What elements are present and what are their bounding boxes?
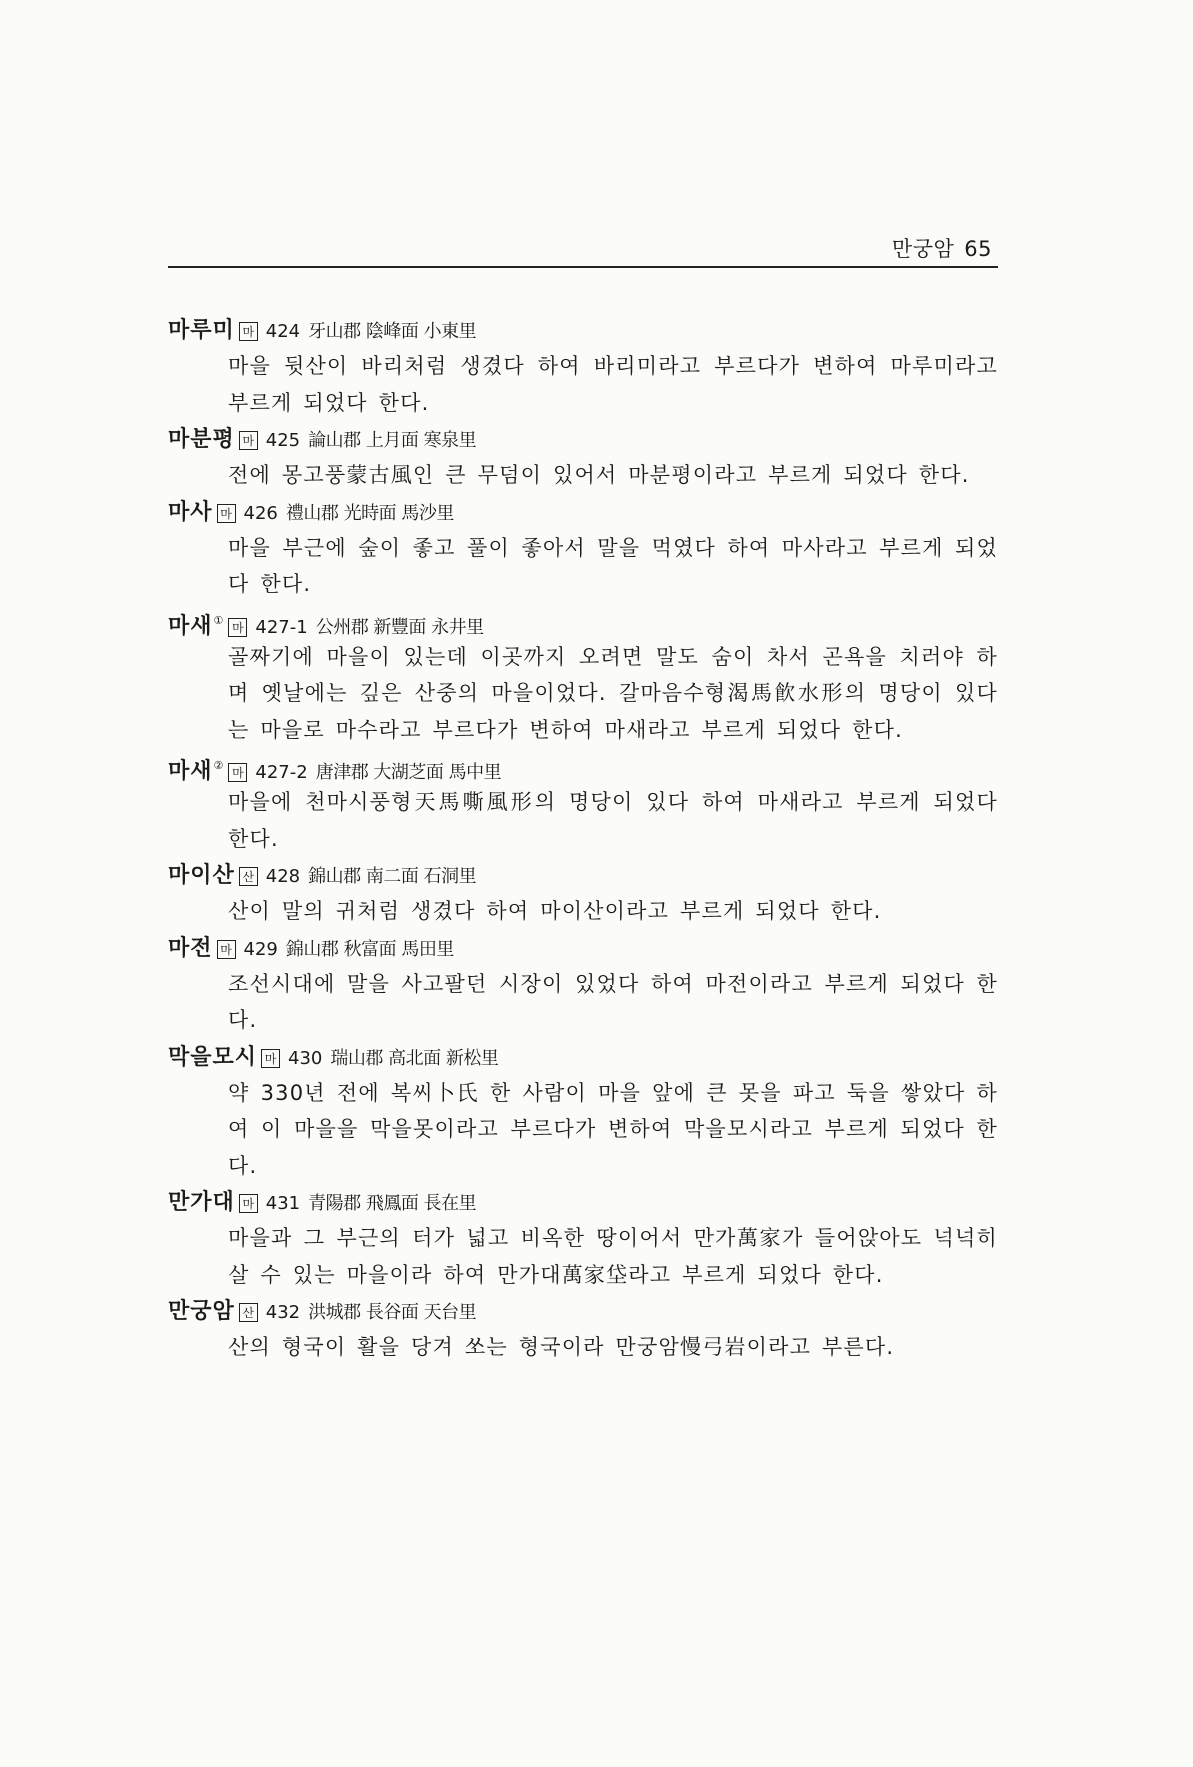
- entry-location: 論山郡 上月面 寒泉里: [308, 430, 477, 451]
- category-box: 마: [261, 1049, 280, 1068]
- place-name-entry: [168, 1293, 998, 1366]
- category-box: 마: [217, 504, 236, 523]
- entry-number: 427-1: [255, 616, 308, 638]
- entry-headword: [168, 318, 235, 343]
- entry-headword-text: 마새: [168, 613, 213, 639]
- category-box: 산: [239, 1303, 258, 1322]
- place-name-entry: [168, 748, 998, 857]
- entry-head: [168, 748, 998, 784]
- place-name-entry: [168, 421, 998, 494]
- entry-location: 洪城郡 長谷面 天台里: [308, 1302, 477, 1323]
- entry-headword-text: 만가대: [168, 1190, 235, 1215]
- entry-headword-text: 막을모시: [168, 1044, 258, 1070]
- entry-location: 唐津郡 大湖芝面 馬中里: [315, 762, 502, 783]
- entry-head: [168, 1293, 998, 1329]
- place-name-entry: [168, 494, 998, 603]
- entry-headword: [168, 863, 235, 888]
- category-box: 산: [239, 867, 258, 886]
- running-head: [892, 236, 992, 262]
- place-name-entry: [168, 603, 998, 749]
- entry-headword: [168, 936, 213, 961]
- entry-number: 428: [265, 866, 301, 887]
- entry-description: 마을과 그 부근의 터가 넓고 비옥한 땅이어서 만가萬家가 들어앉아도 넉넉히 살 수 있는 마을이라 하여 만가대萬家垈라고 부르게 되었다 한다.: [228, 1226, 998, 1287]
- entry-number: 426: [243, 502, 278, 524]
- place-name-entry: [168, 312, 998, 421]
- entry-headword: [168, 1190, 235, 1215]
- entry-head: [168, 421, 998, 457]
- category-box: 마: [239, 322, 258, 341]
- entry-headword: [168, 1045, 257, 1070]
- entry-location: 錦山郡 秋富面 馬田里: [285, 938, 454, 960]
- category-box: 마: [228, 618, 247, 637]
- entry-number: 431: [265, 1193, 301, 1214]
- entry-number: 425: [265, 430, 301, 451]
- entry-description: 마을 부근에 숲이 좋고 풀이 좋아서 말을 먹였다 하여 마사라고 부르게 되었다 한다.: [228, 535, 998, 596]
- entry-homonym-number: ①: [213, 613, 225, 627]
- category-box: 마: [239, 1194, 258, 1213]
- entry-location: 禮山郡 光時面 馬沙里: [285, 502, 454, 524]
- entry-headword: [168, 614, 224, 639]
- entry-number: 427-2: [255, 762, 308, 783]
- entry-list: [168, 312, 998, 1366]
- entry-headword: [168, 1299, 235, 1324]
- entry-number: 432: [265, 1302, 301, 1323]
- place-name-entry: [168, 1039, 998, 1185]
- place-name-entry: [168, 857, 998, 930]
- category-box: 마: [239, 431, 258, 450]
- entry-headword-text: 마새: [168, 759, 213, 784]
- entry-location: 錦山郡 南二面 石洞里: [308, 866, 477, 887]
- entry-head: [168, 1039, 998, 1075]
- entry-location: 瑞山郡 高北面 新松里: [330, 1047, 499, 1069]
- entry-head: [168, 857, 998, 893]
- entry-description: 전에 몽고풍蒙古風인 큰 무덤이 있어서 마분평이라고 부르게 되었다 한다.: [228, 463, 970, 487]
- entry-head: [168, 494, 998, 530]
- entry-description: 산이 말의 귀처럼 생겼다 하여 마이산이라고 부르게 되었다 한다.: [228, 899, 882, 923]
- entry-headword-text: 마사: [168, 499, 213, 525]
- entry-headword-text: 만궁암: [168, 1299, 235, 1324]
- entry-number: 430: [288, 1047, 323, 1069]
- page-number: 65: [964, 237, 992, 261]
- entry-head: [168, 603, 998, 639]
- page-header: [168, 236, 998, 268]
- entry-headword: [168, 759, 224, 784]
- entry-description: 약 330년 전에 복씨卜氏 한 사람이 마을 앞에 큰 못을 파고 둑을 쌓았다 하여 이 마을을 막을못이라고 부르다가 변하여 막을모시라고 부르게 되었다 한다.: [228, 1080, 998, 1178]
- entry-location: 公州郡 新豐面 永井里: [315, 616, 484, 638]
- entry-headword: [168, 500, 213, 525]
- entry-homonym-number: ②: [213, 759, 225, 772]
- entry-head: [168, 1184, 998, 1220]
- entry-location: 青陽郡 飛鳳面 長在里: [308, 1193, 477, 1214]
- entry-head: [168, 312, 998, 348]
- entry-headword-text: 마이산: [168, 863, 235, 888]
- entry-description: 산의 형국이 활을 당겨 쏘는 형국이라 만궁암慢弓岩이라고 부른다.: [228, 1335, 895, 1359]
- category-box: 마: [228, 763, 247, 782]
- entry-headword-text: 마전: [168, 935, 213, 961]
- entry-description: 골짜기에 마을이 있는데 이곳까지 오려면 말도 숨이 차서 곤욕을 치러야 하며 옛날에는 깊은 산중의 마을이었다. 갈마음수형渴馬飮水形의 명당이 있다는 마을로 마수라고 부르다가 변하여 마새라고 부르게 되었다 한다.: [228, 644, 998, 742]
- entry-headword-text: 마분평: [168, 427, 235, 452]
- entry-description: 마을에 천마시풍형天馬嘶風形의 명당이 있다 하여 마새라고 부르게 되었다 한다.: [228, 790, 998, 851]
- running-head-title: 만궁암: [891, 237, 955, 261]
- place-name-entry: [168, 1184, 998, 1293]
- entry-head: [168, 930, 998, 966]
- place-name-entry: [168, 930, 998, 1039]
- category-box: 마: [217, 940, 236, 959]
- entry-description: 마을 뒷산이 바리처럼 생겼다 하여 바리미라고 부르다가 변하여 마루미라고 부르게 되었다 한다.: [228, 354, 998, 415]
- entry-number: 429: [243, 938, 278, 960]
- entry-headword-text: 마루미: [168, 318, 235, 343]
- entry-number: 424: [265, 321, 301, 342]
- entry-location: 牙山郡 陰峰面 小東里: [308, 321, 477, 342]
- entry-description: 조선시대에 말을 사고팔던 시장이 있었다 하여 마전이라고 부르게 되었다 한다.: [228, 971, 998, 1032]
- entry-headword: [168, 427, 235, 452]
